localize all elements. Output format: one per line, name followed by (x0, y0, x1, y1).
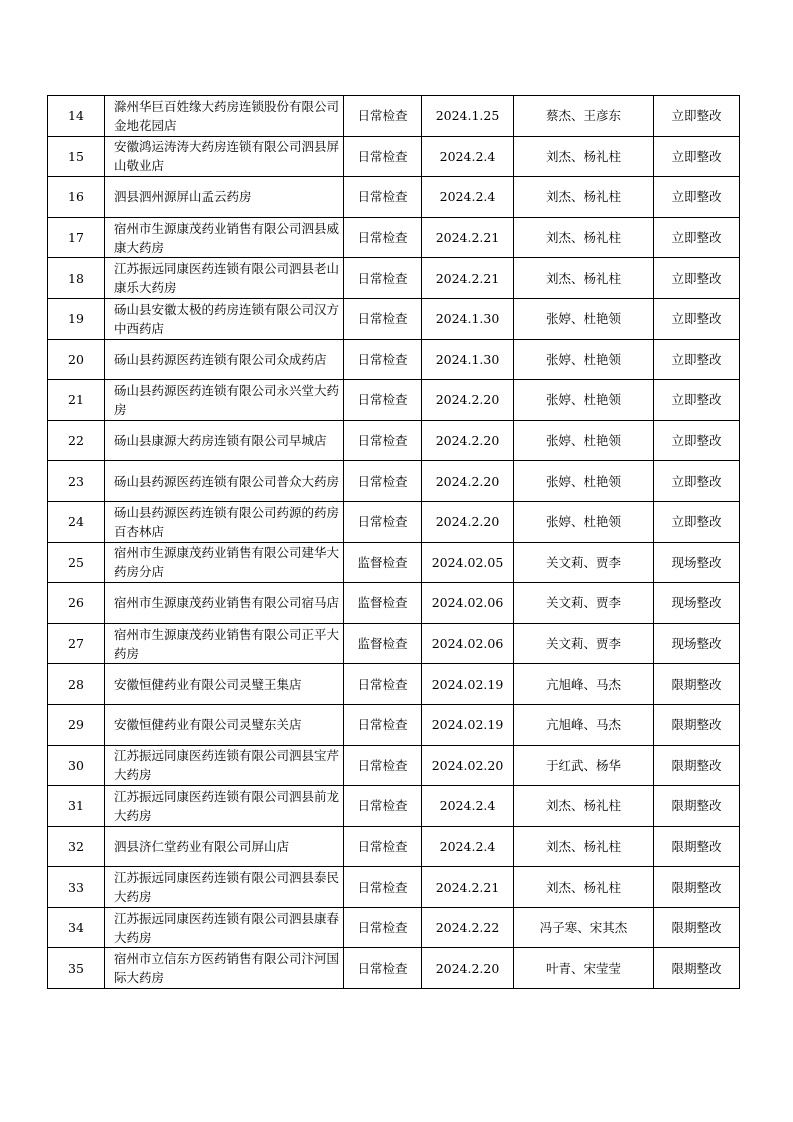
inspection-type-cell: 日常检查 (344, 745, 422, 786)
inspectors-cell: 张婷、杜艳领 (514, 380, 654, 421)
inspection-type-cell: 日常检查 (344, 339, 422, 380)
pharmacy-name-cell: 滁州华巨百姓缘大药房连锁股份有限公司金地花园店 (105, 96, 344, 137)
pharmacy-name-cell: 宿州市生源康茂药业销售有限公司泗县威康大药房 (105, 217, 344, 258)
table-row (48, 501, 740, 542)
inspectors-cell: 张婷、杜艳领 (514, 298, 654, 339)
inspection-table (47, 95, 740, 989)
row-number-cell: 32 (48, 826, 105, 867)
inspection-date-cell: 2024.2.4 (422, 826, 514, 867)
table-row (48, 96, 740, 137)
inspection-date-cell: 2024.02.05 (422, 542, 514, 583)
inspection-type-cell: 日常检查 (344, 96, 422, 137)
inspection-date-cell: 2024.02.06 (422, 583, 514, 624)
inspectors-cell: 刘杰、杨礼柱 (514, 177, 654, 218)
rectification-result-cell: 立即整改 (654, 461, 740, 502)
rectification-result-cell: 限期整改 (654, 745, 740, 786)
inspection-type-cell: 日常检查 (344, 664, 422, 705)
inspection-type-cell: 日常检查 (344, 786, 422, 827)
inspection-type-cell: 监督检查 (344, 623, 422, 664)
rectification-result-cell: 立即整改 (654, 136, 740, 177)
row-number-cell: 26 (48, 583, 105, 624)
inspection-date-cell: 2024.02.20 (422, 745, 514, 786)
table-row (48, 258, 740, 299)
inspection-type-cell: 日常检查 (344, 298, 422, 339)
inspection-date-cell: 2024.02.06 (422, 623, 514, 664)
inspection-date-cell: 2024.02.19 (422, 704, 514, 745)
inspectors-cell: 蔡杰、王彦东 (514, 96, 654, 137)
pharmacy-name-cell: 江苏振远同康医药连锁有限公司泗县宝芹大药房 (105, 745, 344, 786)
inspectors-cell: 刘杰、杨礼柱 (514, 136, 654, 177)
table-row (48, 745, 740, 786)
rectification-result-cell: 立即整改 (654, 339, 740, 380)
inspection-type-cell: 日常检查 (344, 217, 422, 258)
table-row (48, 177, 740, 218)
inspection-type-cell: 日常检查 (344, 826, 422, 867)
inspection-date-cell: 2024.2.4 (422, 786, 514, 827)
rectification-result-cell: 立即整改 (654, 420, 740, 461)
row-number-cell: 15 (48, 136, 105, 177)
rectification-result-cell: 限期整改 (654, 826, 740, 867)
inspectors-cell: 冯子寒、宋其杰 (514, 907, 654, 948)
table-row (48, 623, 740, 664)
inspection-date-cell: 2024.2.20 (422, 948, 514, 989)
pharmacy-name-cell: 泗县济仁堂药业有限公司屏山店 (105, 826, 344, 867)
row-number-cell: 18 (48, 258, 105, 299)
inspectors-cell: 关文莉、贾李 (514, 542, 654, 583)
inspection-date-cell: 2024.2.4 (422, 177, 514, 218)
row-number-cell: 25 (48, 542, 105, 583)
table-row (48, 380, 740, 421)
row-number-cell: 19 (48, 298, 105, 339)
inspectors-cell: 刘杰、杨礼柱 (514, 867, 654, 908)
row-number-cell: 27 (48, 623, 105, 664)
pharmacy-name-cell: 安徽鸿运涛涛大药房连锁有限公司泗县屏山敬业店 (105, 136, 344, 177)
pharmacy-name-cell: 砀山县药源医药连锁有限公司众成药店 (105, 339, 344, 380)
row-number-cell: 33 (48, 867, 105, 908)
inspection-type-cell: 日常检查 (344, 948, 422, 989)
inspection-date-cell: 2024.2.22 (422, 907, 514, 948)
row-number-cell: 14 (48, 96, 105, 137)
inspection-type-cell: 日常检查 (344, 380, 422, 421)
inspectors-cell: 张婷、杜艳领 (514, 339, 654, 380)
table-row (48, 907, 740, 948)
inspection-type-cell: 日常检查 (344, 704, 422, 745)
inspection-type-cell: 日常检查 (344, 907, 422, 948)
rectification-result-cell: 立即整改 (654, 96, 740, 137)
inspection-type-cell: 日常检查 (344, 136, 422, 177)
rectification-result-cell: 限期整改 (654, 867, 740, 908)
row-number-cell: 35 (48, 948, 105, 989)
inspection-type-cell: 日常检查 (344, 177, 422, 218)
rectification-result-cell: 现场整改 (654, 583, 740, 624)
inspectors-cell: 关文莉、贾李 (514, 583, 654, 624)
pharmacy-name-cell: 安徽恒健药业有限公司灵璧王集店 (105, 664, 344, 705)
inspection-type-cell: 日常检查 (344, 420, 422, 461)
table-row (48, 461, 740, 502)
inspectors-cell: 刘杰、杨礼柱 (514, 826, 654, 867)
inspection-date-cell: 2024.2.21 (422, 258, 514, 299)
inspectors-cell: 关文莉、贾李 (514, 623, 654, 664)
row-number-cell: 22 (48, 420, 105, 461)
inspectors-cell: 张婷、杜艳领 (514, 420, 654, 461)
inspection-table-body (48, 96, 740, 989)
table-row (48, 583, 740, 624)
rectification-result-cell: 限期整改 (654, 948, 740, 989)
inspection-type-cell: 日常检查 (344, 258, 422, 299)
pharmacy-name-cell: 砀山县安徽太极的药房连锁有限公司汉方中西药店 (105, 298, 344, 339)
inspectors-cell: 亢旭峰、马杰 (514, 704, 654, 745)
inspection-date-cell: 2024.1.30 (422, 339, 514, 380)
inspection-date-cell: 2024.2.4 (422, 136, 514, 177)
pharmacy-name-cell: 宿州市生源康茂药业销售有限公司建华大药房分店 (105, 542, 344, 583)
row-number-cell: 23 (48, 461, 105, 502)
inspection-date-cell: 2024.2.21 (422, 867, 514, 908)
pharmacy-name-cell: 砀山县药源医药连锁有限公司普众大药房 (105, 461, 344, 502)
rectification-result-cell: 限期整改 (654, 786, 740, 827)
rectification-result-cell: 立即整改 (654, 298, 740, 339)
inspection-type-cell: 监督检查 (344, 583, 422, 624)
table-row (48, 826, 740, 867)
pharmacy-name-cell: 砀山县药源医药连锁有限公司药源的药房百杏林店 (105, 501, 344, 542)
rectification-result-cell: 立即整改 (654, 501, 740, 542)
row-number-cell: 20 (48, 339, 105, 380)
pharmacy-name-cell: 安徽恒健药业有限公司灵璧东关店 (105, 704, 344, 745)
inspectors-cell: 刘杰、杨礼柱 (514, 217, 654, 258)
inspectors-cell: 叶青、宋莹莹 (514, 948, 654, 989)
row-number-cell: 30 (48, 745, 105, 786)
rectification-result-cell: 限期整改 (654, 907, 740, 948)
pharmacy-name-cell: 泗县泗州源屏山孟云药房 (105, 177, 344, 218)
rectification-result-cell: 立即整改 (654, 217, 740, 258)
row-number-cell: 24 (48, 501, 105, 542)
inspection-type-cell: 日常检查 (344, 501, 422, 542)
pharmacy-name-cell: 江苏振远同康医药连锁有限公司泗县康春大药房 (105, 907, 344, 948)
table-row (48, 786, 740, 827)
pharmacy-name-cell: 江苏振远同康医药连锁有限公司泗县前龙大药房 (105, 786, 344, 827)
row-number-cell: 31 (48, 786, 105, 827)
row-number-cell: 29 (48, 704, 105, 745)
row-number-cell: 16 (48, 177, 105, 218)
inspectors-cell: 张婷、杜艳领 (514, 461, 654, 502)
inspection-date-cell: 2024.2.20 (422, 501, 514, 542)
table-row (48, 867, 740, 908)
inspectors-cell: 刘杰、杨礼柱 (514, 786, 654, 827)
rectification-result-cell: 限期整改 (654, 664, 740, 705)
inspectors-cell: 亢旭峰、马杰 (514, 664, 654, 705)
inspection-date-cell: 2024.2.20 (422, 380, 514, 421)
pharmacy-name-cell: 宿州市立信东方医药销售有限公司汴河国际大药房 (105, 948, 344, 989)
inspectors-cell: 于红武、杨华 (514, 745, 654, 786)
table-row (48, 948, 740, 989)
table-row (48, 664, 740, 705)
inspection-date-cell: 2024.2.20 (422, 420, 514, 461)
inspection-date-cell: 2024.1.25 (422, 96, 514, 137)
rectification-result-cell: 立即整改 (654, 177, 740, 218)
table-row (48, 542, 740, 583)
table-row (48, 704, 740, 745)
inspection-date-cell: 2024.2.21 (422, 217, 514, 258)
row-number-cell: 17 (48, 217, 105, 258)
table-row (48, 298, 740, 339)
row-number-cell: 28 (48, 664, 105, 705)
inspection-type-cell: 日常检查 (344, 867, 422, 908)
table-row (48, 420, 740, 461)
rectification-result-cell: 立即整改 (654, 380, 740, 421)
rectification-result-cell: 限期整改 (654, 704, 740, 745)
pharmacy-name-cell: 砀山县药源医药连锁有限公司永兴堂大药房 (105, 380, 344, 421)
pharmacy-name-cell: 宿州市生源康茂药业销售有限公司宿马店 (105, 583, 344, 624)
table-row (48, 136, 740, 177)
inspectors-cell: 刘杰、杨礼柱 (514, 258, 654, 299)
inspection-date-cell: 2024.2.20 (422, 461, 514, 502)
row-number-cell: 21 (48, 380, 105, 421)
inspectors-cell: 张婷、杜艳领 (514, 501, 654, 542)
pharmacy-name-cell: 江苏振远同康医药连锁有限公司泗县老山康乐大药房 (105, 258, 344, 299)
inspection-type-cell: 日常检查 (344, 461, 422, 502)
table-row (48, 217, 740, 258)
pharmacy-name-cell: 砀山县康源大药房连锁有限公司早城店 (105, 420, 344, 461)
rectification-result-cell: 现场整改 (654, 542, 740, 583)
row-number-cell: 34 (48, 907, 105, 948)
rectification-result-cell: 立即整改 (654, 258, 740, 299)
pharmacy-name-cell: 江苏振远同康医药连锁有限公司泗县泰民大药房 (105, 867, 344, 908)
rectification-result-cell: 现场整改 (654, 623, 740, 664)
inspection-date-cell: 2024.1.30 (422, 298, 514, 339)
table-row (48, 339, 740, 380)
inspection-type-cell: 监督检查 (344, 542, 422, 583)
pharmacy-name-cell: 宿州市生源康茂药业销售有限公司正平大药房 (105, 623, 344, 664)
inspection-date-cell: 2024.02.19 (422, 664, 514, 705)
